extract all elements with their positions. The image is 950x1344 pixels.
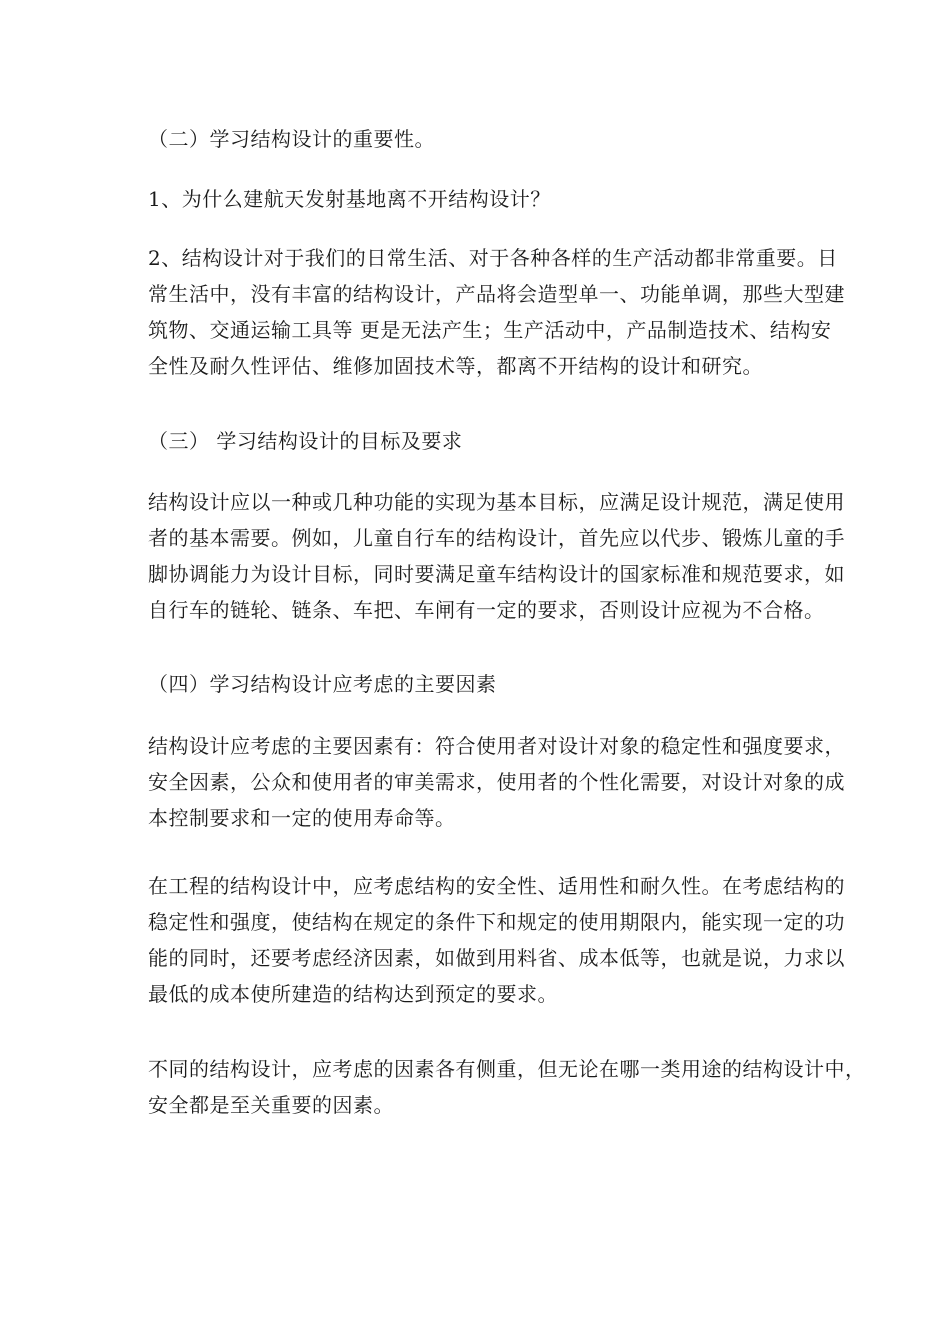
text-line: 安全因素，公众和使用者的审美需求，使用者的个性化需要，对设计对象的成 [148,770,845,794]
paragraph-daily-life [148,240,845,384]
text-line: 本控制要求和一定的使用寿命等。 [148,806,456,830]
paragraph-engineering [148,868,845,1012]
text-line: 结构设计应考虑的主要因素有：符合使用者对设计对象的稳定性和强度要求， [148,734,845,758]
text-line: 最低的成本使所建造的结构达到预定的要求。 [148,982,558,1006]
text-line: 者的基本需要。例如，儿童自行车的结构设计，首先应以代步、锻炼儿童的手 [148,526,845,550]
text-line: 脚协调能力为设计目标，同时要满足童车结构设计的国家标准和规范要求，如 [148,562,845,586]
text-line: （二）学习结构设计的重要性。 [148,127,435,151]
text-line: 在工程的结构设计中，应考虑结构的安全性、适用性和耐久性。在考虑结构的 [148,874,845,898]
heading-goals [148,423,813,459]
text-line: 自行车的链轮、链条、车把、车闸有一定的要求，否则设计应视为不合格。 [148,598,825,622]
text-line: 1、为什么建航天发射基地离不开结构设计？ [148,187,551,211]
heading-factors [148,666,813,702]
text-line: 能的同时，还要考虑经济因素，如做到用料省、成本低等，也就是说，力求以 [148,946,845,970]
text-line: （三） 学习结构设计的目标及要求 [148,429,463,453]
text-line: 全性及耐久性评估、维修加固技术等，都离不开结构的设计和研究。 [148,354,763,378]
text-line: 不同的结构设计，应考虑的因素各有侧重，但无论在哪一类用途的结构设计中， [148,1057,866,1081]
text-line: 稳定性和强度，使结构在规定的条件下和规定的使用期限内，能实现一定的功 [148,910,845,934]
text-line: 安全都是至关重要的因素。 [148,1093,394,1117]
paragraph-factors [148,728,845,836]
text-line: 常生活中，没有丰富的结构设计，产品将会造型单一、功能单调，那些大型建 [148,282,845,306]
question-launch-base [148,181,813,217]
heading-importance [148,121,813,157]
paragraph-safety [148,1051,866,1123]
text-line: 结构设计应以一种或几种功能的实现为基本目标，应满足设计规范，满足使用 [148,490,845,514]
text-line: （四）学习结构设计应考虑的主要因素 [148,672,497,696]
paragraph-goals [148,484,845,628]
text-line: 2、结构设计对于我们的日常生活、对于各种各样的生产活动都非常重要。日 [148,246,838,270]
text-line: 筑物、交通运输工具等 更是无法产生；生产活动中，产品制造技术、结构安 [148,318,832,342]
